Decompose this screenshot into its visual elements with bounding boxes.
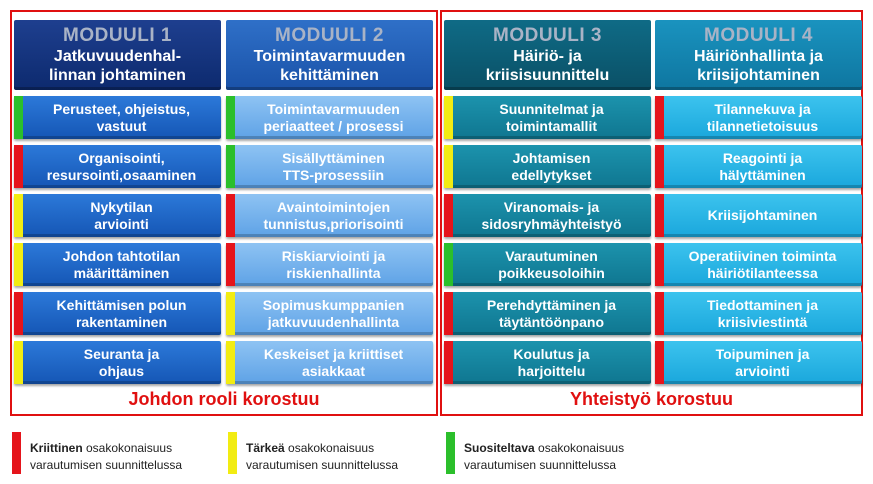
module-header xyxy=(655,20,862,90)
priority-marker-critical xyxy=(226,243,235,286)
legend-text xyxy=(246,440,398,474)
module-item xyxy=(655,341,862,384)
module-item-line: Avaintoimintojen xyxy=(276,198,391,215)
legend-level-suffix: osakokonaisuus xyxy=(82,441,173,455)
module-item-text xyxy=(90,199,152,233)
module-title: MODUULI 2 xyxy=(275,25,384,46)
module-item-line: edellytykset xyxy=(511,166,592,183)
module-item-text xyxy=(47,150,196,184)
priority-marker-critical xyxy=(444,194,453,237)
module-item-text xyxy=(487,297,616,331)
module-item-text xyxy=(282,248,385,282)
module-item xyxy=(14,243,221,286)
module-item-line: Kriisijohtaminen xyxy=(707,207,818,223)
priority-marker-critical xyxy=(226,194,235,237)
module-item-line: Operatiivinen toiminta xyxy=(688,247,837,264)
module-item xyxy=(226,243,433,286)
priority-marker-recommended xyxy=(226,96,235,139)
module-item xyxy=(444,145,651,188)
module-column-1 xyxy=(14,20,221,384)
legend-swatch xyxy=(12,432,21,474)
module-item-text xyxy=(707,297,818,331)
legend-text xyxy=(464,440,624,474)
module-item-text xyxy=(264,199,404,233)
module-item-line: Tilannekuva ja xyxy=(714,100,811,117)
module-item-text xyxy=(499,101,603,135)
module-item xyxy=(14,341,221,384)
priority-marker-critical xyxy=(655,96,664,139)
module-item-line: ohjaus xyxy=(98,362,145,379)
group-label-leadership: Johdon rooli korostuu xyxy=(128,389,320,409)
module-item-line: periaatteet / prosessi xyxy=(263,117,404,134)
module-subtitle-line: Häiriönhallinta ja xyxy=(694,48,823,65)
module-item-line: Toipuminen ja xyxy=(715,345,810,362)
module-item-line: tilannetietoisuus xyxy=(706,117,819,134)
module-item-line: täytäntöönpano xyxy=(499,313,604,330)
module-subtitle-line: Toimintavarmuuden xyxy=(253,48,406,65)
module-item-line: jatkuvuudenhallinta xyxy=(267,313,400,330)
module-item xyxy=(226,96,433,139)
module-item-text xyxy=(263,297,405,331)
module-item-line: TTS-prosessiin xyxy=(282,166,385,183)
module-item-line: häiriötilanteessa xyxy=(707,264,818,281)
module-item xyxy=(14,145,221,188)
priority-marker-recommended xyxy=(444,243,453,286)
module-item xyxy=(444,292,651,335)
module-item-text xyxy=(689,248,837,282)
legend-level-suffix: osakokonaisuus xyxy=(284,441,375,455)
priority-marker-critical xyxy=(14,145,23,188)
module-item-line: arviointi xyxy=(94,215,149,232)
module-item-line: kriisiviestintä xyxy=(717,313,808,330)
priority-marker-important xyxy=(14,341,23,384)
module-item-line: riskienhallinta xyxy=(286,264,381,281)
module-item xyxy=(226,194,433,237)
legend-text xyxy=(30,440,182,474)
module-item-line: hälyttäminen xyxy=(719,166,806,183)
priority-marker-important xyxy=(14,243,23,286)
module-item-text xyxy=(511,150,591,184)
module-item-line: Perehdyttäminen ja xyxy=(486,296,617,313)
module-item xyxy=(655,243,862,286)
module-item-text xyxy=(719,150,805,184)
module-title: MODUULI 4 xyxy=(704,25,813,46)
module-subtitle-line: linnan johtaminen xyxy=(49,67,186,84)
priority-marker-recommended xyxy=(14,96,23,139)
priority-marker-important xyxy=(444,145,453,188)
module-title: MODUULI 3 xyxy=(493,25,602,46)
module-item-text xyxy=(716,346,810,380)
module-item-line: harjoittelu xyxy=(517,362,586,379)
module-item xyxy=(444,243,651,286)
module-header xyxy=(226,20,433,90)
module-item-line: Tiedottaminen ja xyxy=(707,296,818,313)
module-item-line: Nykytilan xyxy=(90,198,153,215)
module-item-line: poikkeusoloihin xyxy=(498,264,605,281)
module-item-line: Kehittämisen polun xyxy=(56,296,187,313)
module-item-line: Toimintavarmuuden xyxy=(267,100,400,117)
module-item-text xyxy=(498,248,605,282)
module-item-text xyxy=(264,346,403,380)
module-subtitle-line: kriisijohtaminen xyxy=(697,67,820,84)
module-item-line: Viranomais- ja xyxy=(503,198,600,215)
priority-marker-critical xyxy=(655,292,664,335)
module-item-line: Riskiarviointi ja xyxy=(281,247,386,264)
module-item-line: Keskeiset ja kriittiset xyxy=(263,345,404,362)
module-column-2 xyxy=(226,20,433,384)
module-item-text xyxy=(513,346,589,380)
module-item-line: tunnistus,priorisointi xyxy=(263,215,404,232)
module-item-line: Suunnitelmat ja xyxy=(499,100,604,117)
priority-marker-critical xyxy=(655,341,664,384)
priority-marker-important xyxy=(14,194,23,237)
module-item-line: määrittäminen xyxy=(73,264,170,281)
module-item-line: toimintamallit xyxy=(505,117,597,134)
legend-swatch xyxy=(228,432,237,474)
module-header xyxy=(14,20,221,90)
module-column-3 xyxy=(444,20,651,384)
module-subtitle-line: kriisisuunnittelu xyxy=(485,67,610,84)
legend-level-name: Suositeltava xyxy=(464,441,535,455)
module-subtitle-line: Jatkuvuudenhal- xyxy=(53,48,182,65)
priority-marker-important xyxy=(226,292,235,335)
module-item-line: Sopimuskumppanien xyxy=(262,296,405,313)
legend-description: varautumisen suunnittelussa xyxy=(246,458,399,472)
module-item xyxy=(655,145,862,188)
legend-description: varautumisen suunnittelussa xyxy=(30,458,183,472)
module-item xyxy=(226,341,433,384)
module-item xyxy=(444,341,651,384)
module-item-line: Seuranta ja xyxy=(83,345,160,362)
group-label-cooperation: Yhteistyö korostuu xyxy=(569,389,734,409)
module-item-line: Johdon tahtotilan xyxy=(62,247,181,264)
module-item-line: rakentaminen xyxy=(75,313,168,330)
priority-marker-important xyxy=(226,341,235,384)
legend-level-suffix: osakokonaisuus xyxy=(534,441,625,455)
module-item xyxy=(14,292,221,335)
module-item-line: Reagointi ja xyxy=(722,149,803,166)
priority-marker-critical xyxy=(655,194,664,237)
module-subtitle-line: kehittäminen xyxy=(280,67,379,84)
priority-marker-critical xyxy=(444,292,453,335)
legend-description: varautumisen suunnittelussa xyxy=(464,458,617,472)
legend-level-name: Tärkeä xyxy=(246,441,285,455)
module-item-text xyxy=(57,297,187,331)
module-item-line: resursointi,osaaminen xyxy=(46,166,197,183)
module-item xyxy=(655,292,862,335)
module-item xyxy=(444,96,651,139)
priority-marker-critical xyxy=(444,341,453,384)
module-item xyxy=(655,194,862,237)
module-item xyxy=(14,96,221,139)
module-item-text xyxy=(263,101,403,135)
module-item-text xyxy=(53,101,190,135)
priority-marker-important xyxy=(444,96,453,139)
module-item-text xyxy=(282,150,385,184)
module-item-text xyxy=(708,207,818,224)
module-column-4 xyxy=(655,20,862,384)
module-item-text xyxy=(481,199,621,233)
module-item-line: Sisällyttäminen xyxy=(282,149,385,166)
module-item-line: Perusteet, ohjeistus, xyxy=(53,100,190,117)
module-item xyxy=(226,145,433,188)
priority-marker-critical xyxy=(655,145,664,188)
module-item-line: Varautuminen xyxy=(505,247,598,264)
module-item-line: vastuut xyxy=(96,117,147,134)
module-item-text xyxy=(63,248,180,282)
module-item xyxy=(655,96,862,139)
priority-marker-critical xyxy=(655,243,664,286)
module-item-line: Organisointi, xyxy=(78,149,165,166)
priority-marker-recommended xyxy=(226,145,235,188)
module-item-line: Koulutus ja xyxy=(513,345,590,362)
module-item-line: sidosryhmäyhteistyö xyxy=(481,215,622,232)
module-item-line: asiakkaat xyxy=(301,362,366,379)
module-title: MODUULI 1 xyxy=(63,25,172,46)
module-item xyxy=(14,194,221,237)
module-item xyxy=(444,194,651,237)
module-item xyxy=(226,292,433,335)
module-item-text xyxy=(84,346,159,380)
module-header xyxy=(444,20,651,90)
module-item-line: Johtamisen xyxy=(512,149,591,166)
priority-marker-critical xyxy=(14,292,23,335)
module-item-text xyxy=(707,101,818,135)
module-subtitle-line: Häiriö- ja xyxy=(513,48,582,65)
legend-level-name: Kriittinen xyxy=(30,441,83,455)
legend-swatch xyxy=(446,432,455,474)
module-item-line: arviointi xyxy=(735,362,790,379)
